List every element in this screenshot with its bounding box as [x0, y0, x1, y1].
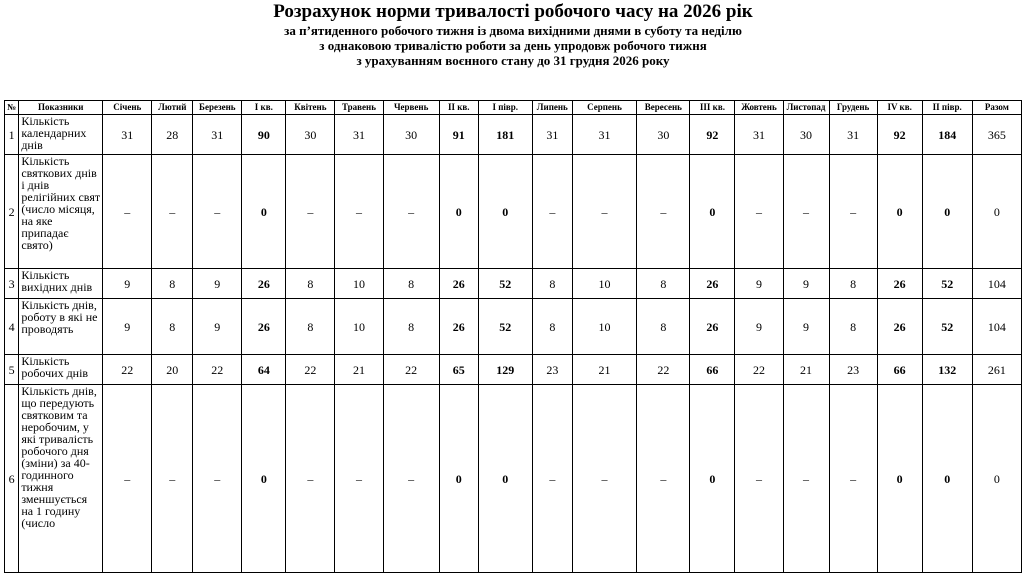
value-cell: 31: [735, 115, 783, 155]
value-cell: 31: [532, 115, 572, 155]
value-cell: 31: [829, 115, 877, 155]
value-cell: 0: [690, 155, 735, 269]
value-cell: –: [783, 385, 829, 573]
value-cell: 8: [637, 299, 690, 355]
value-cell: 0: [478, 385, 532, 573]
value-cell: 8: [532, 269, 572, 299]
value-cell: 8: [829, 299, 877, 355]
row-number: 2: [5, 155, 19, 269]
value-cell: 0: [922, 155, 972, 269]
value-cell: –: [829, 155, 877, 269]
value-cell: 31: [335, 115, 383, 155]
value-cell: 26: [690, 269, 735, 299]
value-cell: 0: [972, 155, 1021, 269]
value-cell: 26: [877, 269, 922, 299]
value-cell: –: [532, 385, 572, 573]
value-cell: 8: [152, 269, 193, 299]
value-cell: 365: [972, 115, 1021, 155]
value-cell: 10: [572, 299, 636, 355]
value-cell: 30: [783, 115, 829, 155]
value-cell: 9: [735, 299, 783, 355]
value-cell: 64: [242, 355, 286, 385]
table-row: [5, 385, 1022, 573]
value-cell: 30: [637, 115, 690, 155]
column-header: Липень: [532, 101, 572, 115]
value-cell: 20: [152, 355, 193, 385]
value-cell: –: [335, 155, 383, 269]
value-cell: 8: [532, 299, 572, 355]
value-cell: 52: [478, 269, 532, 299]
subtitle-line-2: з однаковою тривалістю роботи за день упродовж робочого тижня: [319, 38, 707, 53]
value-cell: 26: [690, 299, 735, 355]
row-number: 6: [5, 385, 19, 573]
value-cell: –: [783, 155, 829, 269]
value-cell: 65: [439, 355, 478, 385]
value-cell: 10: [572, 269, 636, 299]
value-cell: 23: [829, 355, 877, 385]
value-cell: 9: [193, 299, 242, 355]
value-cell: 26: [242, 299, 286, 355]
value-cell: 129: [478, 355, 532, 385]
value-cell: 21: [335, 355, 383, 385]
value-cell: 22: [383, 355, 439, 385]
table-row: [5, 115, 1022, 155]
working-time-norm-table: [4, 100, 1022, 573]
column-header: Січень: [103, 101, 152, 115]
column-header: IV кв.: [877, 101, 922, 115]
value-cell: 9: [783, 299, 829, 355]
value-cell: –: [286, 155, 335, 269]
value-cell: 0: [877, 385, 922, 573]
indicator-label: Кількість вихідних днів: [19, 269, 103, 299]
column-header: Грудень: [829, 101, 877, 115]
indicator-label: Кількість днів, роботу в які не проводять: [19, 299, 103, 355]
value-cell: 261: [972, 355, 1021, 385]
table-row: [5, 355, 1022, 385]
column-header: №: [5, 101, 19, 115]
indicator-label: Кількість календарних днів: [19, 115, 103, 155]
value-cell: 0: [972, 385, 1021, 573]
value-cell: 22: [193, 355, 242, 385]
table-row: [5, 155, 1022, 269]
column-header: Травень: [335, 101, 383, 115]
column-header: I кв.: [242, 101, 286, 115]
value-cell: 22: [103, 355, 152, 385]
value-cell: 181: [478, 115, 532, 155]
value-cell: 0: [439, 385, 478, 573]
value-cell: 21: [572, 355, 636, 385]
value-cell: 66: [877, 355, 922, 385]
value-cell: 10: [335, 299, 383, 355]
value-cell: 52: [922, 299, 972, 355]
value-cell: 184: [922, 115, 972, 155]
value-cell: 9: [735, 269, 783, 299]
value-cell: 9: [193, 269, 242, 299]
row-number: 5: [5, 355, 19, 385]
column-header: Березень: [193, 101, 242, 115]
column-header: Лютий: [152, 101, 193, 115]
value-cell: 9: [103, 269, 152, 299]
value-cell: 132: [922, 355, 972, 385]
value-cell: 31: [572, 115, 636, 155]
table-header: [5, 101, 1022, 115]
value-cell: 92: [690, 115, 735, 155]
value-cell: –: [572, 385, 636, 573]
indicator-label: Кількість робочих днів: [19, 355, 103, 385]
value-cell: 31: [103, 115, 152, 155]
page-title: Розрахунок норми тривалості робочого часу на 2026 рік: [273, 1, 753, 22]
value-cell: 30: [383, 115, 439, 155]
value-cell: –: [829, 385, 877, 573]
value-cell: –: [335, 385, 383, 573]
indicator-label: Кількість днів, що передують святковим та неробочим, у які тривалість робочого дня (зміни) за 40-годинного тижня зменшується на 1 годину (число: [19, 385, 103, 573]
value-cell: 52: [478, 299, 532, 355]
value-cell: 22: [735, 355, 783, 385]
value-cell: 8: [383, 299, 439, 355]
subtitle-line-1: за п’ятиденного робочого тижня із двома вихідними днями в суботу та неділю: [284, 23, 742, 38]
subtitle-line-3: з урахуванням воєнного стану до 31 грудня 2026 року: [356, 53, 670, 68]
value-cell: 31: [193, 115, 242, 155]
column-header: Серпень: [572, 101, 636, 115]
value-cell: 66: [690, 355, 735, 385]
column-header: I півр.: [478, 101, 532, 115]
table-row: [5, 299, 1022, 355]
value-cell: –: [152, 385, 193, 573]
value-cell: 26: [877, 299, 922, 355]
value-cell: –: [572, 155, 636, 269]
value-cell: 9: [783, 269, 829, 299]
column-header: Квітень: [286, 101, 335, 115]
column-header: II кв.: [439, 101, 478, 115]
value-cell: 52: [922, 269, 972, 299]
value-cell: 8: [829, 269, 877, 299]
value-cell: –: [383, 155, 439, 269]
row-number: 4: [5, 299, 19, 355]
value-cell: –: [103, 385, 152, 573]
value-cell: 26: [439, 299, 478, 355]
value-cell: 8: [152, 299, 193, 355]
value-cell: 30: [286, 115, 335, 155]
value-cell: 26: [242, 269, 286, 299]
table-body: [5, 115, 1022, 573]
row-number: 3: [5, 269, 19, 299]
value-cell: –: [735, 385, 783, 573]
value-cell: –: [637, 385, 690, 573]
value-cell: 0: [242, 385, 286, 573]
value-cell: 91: [439, 115, 478, 155]
value-cell: 8: [286, 269, 335, 299]
value-cell: –: [735, 155, 783, 269]
value-cell: 21: [783, 355, 829, 385]
indicator-label: Кількість святкових днів і днів релігійних свят (число місяця, на яке припадає свято): [19, 155, 103, 269]
value-cell: 8: [286, 299, 335, 355]
value-cell: 0: [478, 155, 532, 269]
value-cell: 28: [152, 115, 193, 155]
column-header: Жовтень: [735, 101, 783, 115]
value-cell: 8: [637, 269, 690, 299]
value-cell: 104: [972, 299, 1021, 355]
value-cell: –: [103, 155, 152, 269]
value-cell: 104: [972, 269, 1021, 299]
row-number: 1: [5, 115, 19, 155]
column-header: Листопад: [783, 101, 829, 115]
value-cell: –: [637, 155, 690, 269]
value-cell: –: [193, 155, 242, 269]
value-cell: 22: [286, 355, 335, 385]
column-header: Разом: [972, 101, 1021, 115]
value-cell: –: [152, 155, 193, 269]
header-row: [5, 101, 1022, 115]
value-cell: 92: [877, 115, 922, 155]
value-cell: 0: [877, 155, 922, 269]
value-cell: 0: [439, 155, 478, 269]
value-cell: –: [193, 385, 242, 573]
value-cell: 9: [103, 299, 152, 355]
column-header: II півр.: [922, 101, 972, 115]
column-header: Показники: [19, 101, 103, 115]
value-cell: –: [286, 385, 335, 573]
value-cell: 10: [335, 269, 383, 299]
table-row: [5, 269, 1022, 299]
value-cell: 0: [242, 155, 286, 269]
value-cell: –: [532, 155, 572, 269]
value-cell: 23: [532, 355, 572, 385]
value-cell: –: [383, 385, 439, 573]
column-header: Вересень: [637, 101, 690, 115]
column-header: Червень: [383, 101, 439, 115]
value-cell: 8: [383, 269, 439, 299]
value-cell: 0: [922, 385, 972, 573]
value-cell: 0: [690, 385, 735, 573]
document-header: [0, 0, 1026, 68]
value-cell: 26: [439, 269, 478, 299]
value-cell: 22: [637, 355, 690, 385]
column-header: III кв.: [690, 101, 735, 115]
value-cell: 90: [242, 115, 286, 155]
